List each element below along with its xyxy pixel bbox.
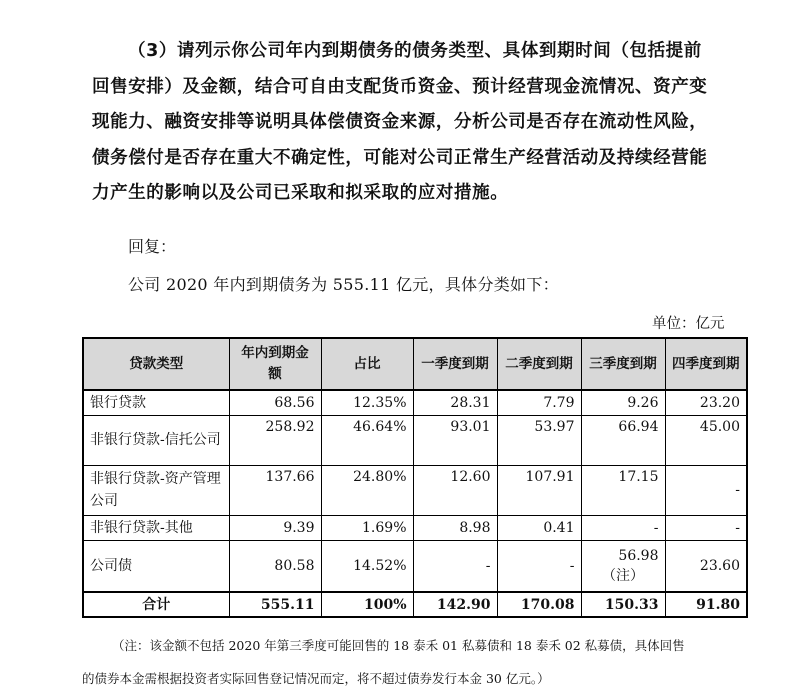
question-line: 回售安排）及金额，结合可自由支配货币资金、预计经营现金流情况、资产变 (92, 76, 708, 97)
cell-q2: 7.79 (497, 390, 581, 415)
cell-loan-type: 银行贷款 (83, 390, 229, 415)
reply-label: 回复： (128, 237, 177, 256)
cell-q4: - (665, 465, 747, 515)
cell-q1: 93.01 (413, 415, 497, 465)
header-amount: 年内到期金额 (229, 338, 321, 390)
header-q1: 一季度到期 (413, 338, 497, 390)
question-line: 债务偿付是否存在重大不确定性，可能对公司正常生产经营活动及持续经营能 (92, 147, 708, 168)
cell-q1: 8.98 (413, 515, 497, 540)
cell-ratio: 46.64% (321, 415, 413, 465)
cell-amount: 80.58 (229, 540, 321, 592)
cell-q1: 28.31 (413, 390, 497, 415)
cell-loan-type: 非银行贷款-资产管理公司 (83, 465, 229, 515)
cell-q3: 66.94 (581, 415, 665, 465)
table-total-row (83, 592, 747, 617)
cell-ratio: 1.69% (321, 515, 413, 540)
cell-q3-note: （注） (602, 567, 644, 584)
cell-total-amount: 555.11 (229, 592, 321, 617)
debt-table (82, 337, 748, 618)
cell-amount: 68.56 (229, 390, 321, 415)
cell-q3: 9.26 (581, 390, 665, 415)
cell-q2: 0.41 (497, 515, 581, 540)
cell-q4: 23.60 (665, 540, 747, 592)
question-line: （3）请列示你公司年内到期债务的债务类型、具体到期时间（包括提前 (128, 41, 702, 61)
cell-q2: 53.97 (497, 415, 581, 465)
header-q4: 四季度到期 (665, 338, 747, 390)
header-q2: 二季度到期 (497, 338, 581, 390)
cell-loan-type: 公司债 (83, 540, 229, 592)
cell-loan-type: 非银行贷款-信托公司 (83, 415, 229, 465)
cell-q1: - (413, 540, 497, 592)
header-q3: 三季度到期 (581, 338, 665, 390)
table-header (83, 338, 747, 390)
cell-q4: - (665, 515, 747, 540)
cell-ratio: 24.80% (321, 465, 413, 515)
footnote-line: （注：该金额不包括 2020 年第三季度可能回售的 18 泰禾 01 私募债和 18 泰禾 02 私募债，具体回售 (112, 638, 685, 653)
table-row (83, 515, 747, 540)
cell-q3-value: 56.98 (618, 547, 659, 564)
cell-q4: 23.20 (665, 390, 747, 415)
table-row (83, 465, 747, 515)
cell-total-q3: 150.33 (581, 592, 665, 617)
cell-total-q2: 170.08 (497, 592, 581, 617)
cell-q1: 12.60 (413, 465, 497, 515)
cell-ratio: 14.52% (321, 540, 413, 592)
cell-total-label: 合计 (83, 592, 229, 617)
cell-loan-type: 非银行贷款-其他 (83, 515, 229, 540)
cell-q4: 45.00 (665, 415, 747, 465)
cell-ratio: 12.35% (321, 390, 413, 415)
question-line: 力产生的影响以及公司已采取和拟采取的应对措施。 (92, 183, 509, 203)
cell-q2: 107.91 (497, 465, 581, 515)
cell-total-q4: 91.80 (665, 592, 747, 617)
cell-amount: 9.39 (229, 515, 321, 540)
cell-q3: - (581, 515, 665, 540)
table-row (83, 415, 747, 465)
question-line: 现能力、融资安排等说明具体偿债资金来源，分析公司是否存在流动性风险， (92, 112, 708, 132)
intro-text: 公司 2020 年内到期债务为 555.11 亿元，具体分类如下： (128, 275, 559, 294)
cell-q3: 17.15 (581, 465, 665, 515)
header-loan-type: 贷款类型 (83, 338, 229, 390)
table-row (83, 540, 747, 592)
cell-amount: 258.92 (229, 415, 321, 465)
cell-q3 (581, 540, 665, 592)
cell-total-ratio: 100% (321, 592, 413, 617)
question-paragraph (92, 34, 752, 212)
cell-q2: - (497, 540, 581, 592)
cell-total-q1: 142.90 (413, 592, 497, 617)
cell-amount: 137.66 (229, 465, 321, 515)
table-row (83, 390, 747, 415)
header-ratio: 占比 (321, 338, 413, 390)
footnote-line: 的债券本金需根据投资者实际回售登记情况而定，将不超过债券发行本金 30 亿元。） (82, 671, 550, 686)
unit-label: 单位：亿元 (652, 316, 725, 332)
